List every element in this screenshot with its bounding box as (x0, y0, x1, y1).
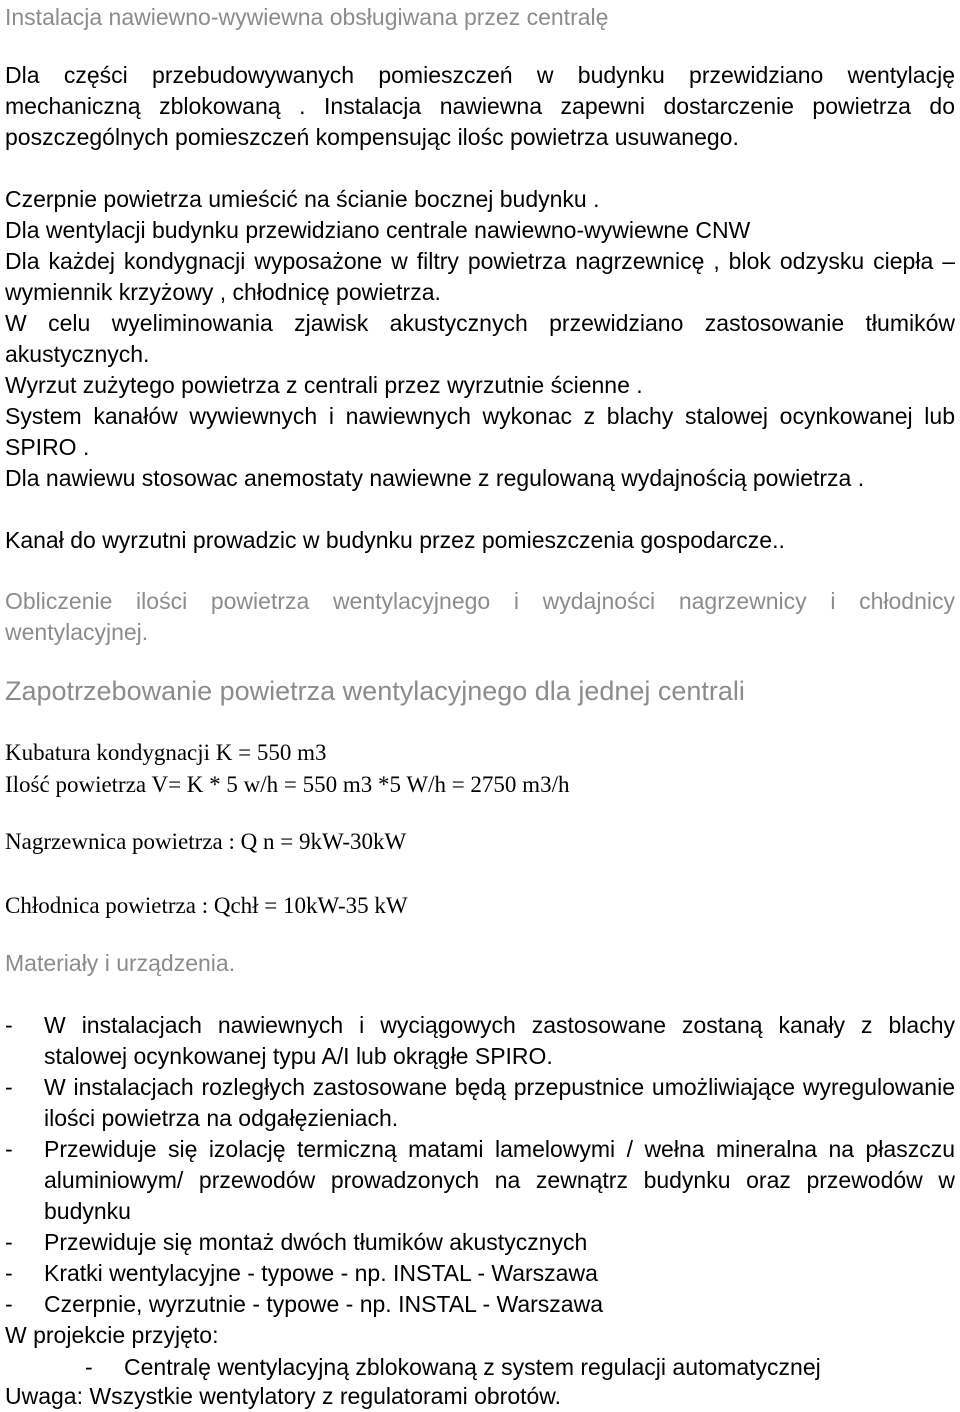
paragraph-kondygnacji: Dla każdej kondygnacji wyposażone w filtry powietrza nagrzewnicę , blok odzysku ciepła – wymiennik krzyżowy , chłodnicę powietrza. (5, 248, 955, 305)
list-item: - W instalacjach rozległych zastosowane będą przepustnice umożliwiające wyregulowanie ilości powietrza na odgałęzieniach. (5, 1074, 955, 1131)
calc-chlodnica: Chłodnica powietrza : Qchł = 10kW-35 kW (5, 893, 408, 918)
list-item: - Kratki wentylacyjne - typowe - np. INSTAL - Warszawa (5, 1260, 598, 1286)
line-kanal-wyrzutni: Kanał do wyrzutni prowadzic w budynku przez pomieszczenia gospodarcze.. (5, 527, 785, 553)
paragraph-system-kanalow: System kanałów wywiewnych i nawiewnych wykonac z blachy stalowej ocynkowanej lub SPIRO . (5, 403, 955, 460)
line-w-projekcie: W projekcie przyjęto: (5, 1322, 219, 1348)
paragraph-tlumiki: W celu wyeliminowania zjawisk akustycznych przewidziano zastosowanie tłumików akustycznych. (5, 310, 955, 367)
calc-nagrzewnica: Nagrzewnica powietrza : Q n = 9kW-30kW (5, 829, 407, 854)
line-centrale: Dla wentylacji budynku przewidziano centrale nawiewno-wywiewne CNW (5, 217, 751, 243)
calc-kubatura: Kubatura kondygnacji K = 550 m3 (5, 740, 327, 765)
materials-list (5, 1010, 955, 1320)
paragraph-przebudowa: Dla części przebudowywanych pomieszczeń w budynku przewidziano wentylację mechaniczną zblokowaną . Instalacja nawiewna zapewni dostarczenie powietrza do poszczególnych pomieszczeń kompensując ilośc powietrza usuwanego. (5, 62, 955, 150)
section-heading-instalacja: Instalacja nawiewno-wywiewna obsługiwana przez centralę (5, 4, 609, 30)
list-item-centrale: - Centralę wentylacyjną zblokowaną z system regulacji automatycznej (85, 1354, 821, 1380)
list-item: - Przewiduje się montaż dwóch tłumików akustycznych (5, 1229, 588, 1255)
section-heading-obliczenie: Obliczenie ilości powietrza wentylacyjnego i wydajności nagrzewnicy i chłodnicy wentylacyjnej. (5, 588, 955, 645)
calc-ilosc-powietrza: Ilość powietrza V= K * 5 w/h = 550 m3 *5 W/h = 2750 m3/h (5, 772, 570, 797)
list-item: - Przewiduje się izolację termiczną matami lamelowymi / wełna mineralna na płaszczu aluminiowym/ przewodów prowadzonych na zewnątrz budynku oraz przewodów w budynku (5, 1136, 955, 1224)
section-heading-materialy: Materiały i urządzenia. (5, 950, 236, 976)
line-czerpnie: Czerpnie powietrza umieścić na ścianie bocznej budynku . (5, 186, 600, 212)
section-heading-zapotrzebowanie: Zapotrzebowanie powietrza wentylacyjnego dla jednej centrali (5, 676, 745, 706)
line-uwaga: Uwaga: Wszystkie wentylatory z regulatorami obrotów. (5, 1383, 562, 1409)
paragraph-anemostaty: Dla nawiewu stosowac anemostaty nawiewne z regulowaną wydajnością powietrza . (5, 465, 865, 491)
line-wyrzut: Wyrzut zużytego powietrza z centrali przez wyrzutnie ścienne . (5, 372, 643, 398)
list-item: - W instalacjach nawiewnych i wyciągowych zastosowane zostaną kanały z blachy stalowej ocynkowanej typu A/I lub okrągłe SPIRO. (5, 1012, 955, 1069)
list-item: - Czerpnie, wyrzutnie - typowe - np. INSTAL - Warszawa (5, 1291, 603, 1317)
